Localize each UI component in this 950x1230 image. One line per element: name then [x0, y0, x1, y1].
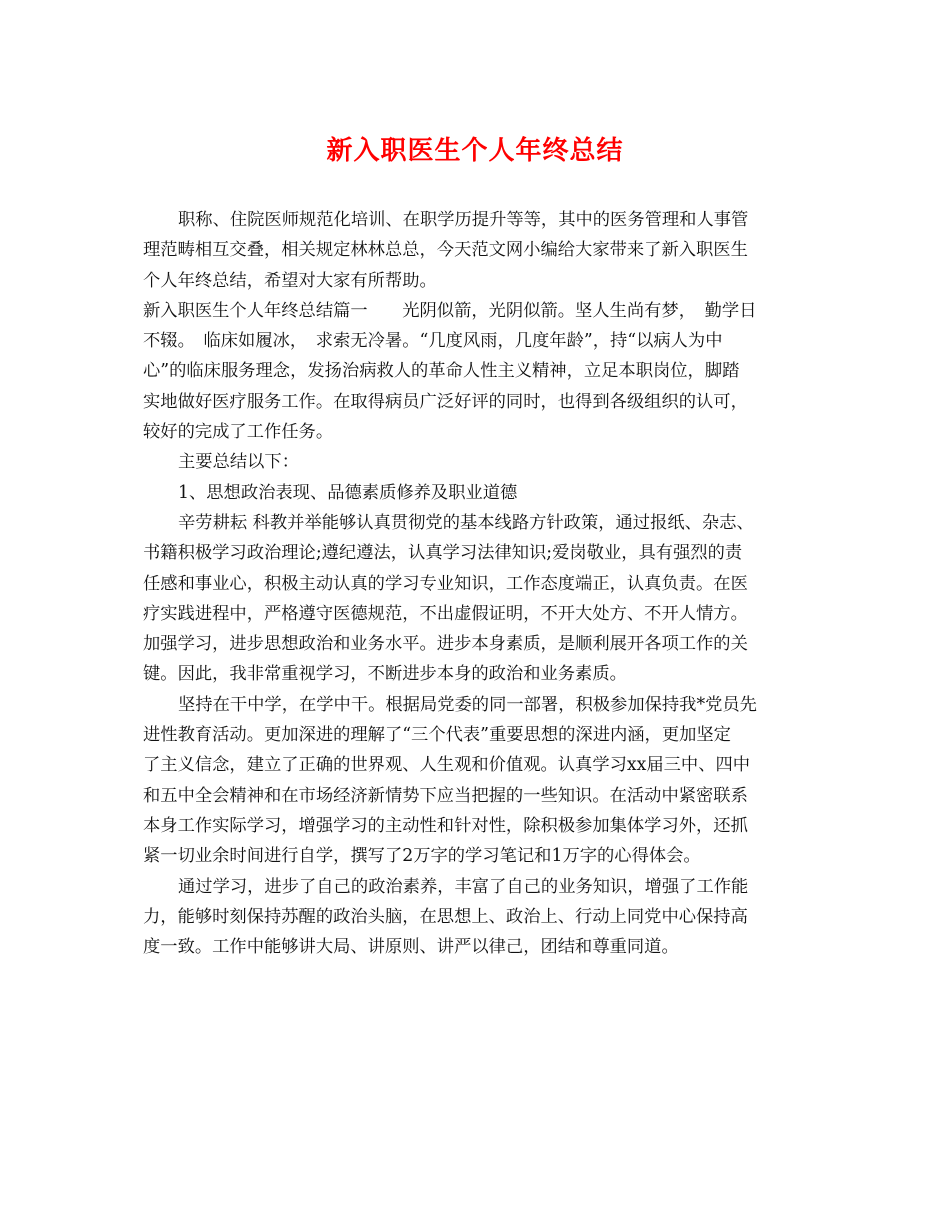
text-line: 进性教育活动。更加深进的理解了“三个代表”重要思想的深进内涵，更加坚定 — [143, 725, 731, 746]
text-line: 新入职医生个人年终总结篇一 光阴似箭，光阴似箭。坚人生尚有梦， 勤学日 — [143, 300, 757, 321]
paragraph-intro — [143, 205, 811, 296]
text-line: 力，能够时刻保持苏醒的政治头脑，在思想上、政治上、行动上同党中心保持高 — [143, 906, 748, 927]
text-line: 和五中全会精神和在市场经济新情势下应当把握的一些知识。在活动中紧密联系 — [143, 785, 748, 806]
text-line: 理范畴相互交叠，相关规定林林总总，今天范文网小编给大家带来了新入职医生 — [143, 240, 748, 261]
text-line: 主要总结以下： — [178, 452, 299, 473]
text-line: 心”的临床服务理念，发扬治病救人的革命人性主义精神，立足本职岗位，脚踏 — [143, 361, 740, 382]
text-line: 坚持在干中学，在学中干。根据局党委的同一部署，积极参加保持我*党员先 — [178, 694, 757, 715]
text-line: 度一致。工作中能够讲大局、讲原则、讲严以律己，团结和尊重同道。 — [143, 937, 679, 958]
text-line: 不辍。 临床如履冰， 求索无冷暑。“几度风雨，几度年龄”，持“以病人为中 — [143, 331, 723, 352]
text-line: 本身工作实际学习，增强学习的主动性和针对性，除积极参加集体学习外，还抓 — [143, 815, 748, 836]
section-heading-1 — [143, 478, 811, 508]
text-line: 较好的完成了工作任务。 — [143, 422, 334, 443]
paragraph-3 — [143, 872, 811, 963]
document-body — [143, 205, 811, 962]
text-line: 加强学习，进步思想政治和业务水平。进步本身素质，是顺利展开各项工作的关 — [143, 634, 748, 655]
text-line: 紧一切业余时间进行自学，撰写了2万字的学习笔记和1万字的心得体会。 — [143, 846, 701, 867]
text-line: 个人年终总结，希望对大家有所帮助。 — [143, 270, 437, 291]
text-line: 键。因此，我非常重视学习，不断进步本身的政治和业务素质。 — [143, 664, 627, 685]
paragraph-summary-intro — [143, 447, 811, 477]
text-line: 任感和事业心，积极主动认真的学习专业知识，工作态度端正，认真负责。在医 — [143, 573, 748, 594]
text-line: 辛劳耕耘 科教并举能够认真贯彻党的基本线路方针政策，通过报纸、杂志、 — [178, 512, 754, 533]
text-line: 书籍积极学习政治理论;遵纪遵法，认真学习法律知识;爱岗敬业，具有强烈的责 — [143, 543, 743, 564]
text-line: 疗实践进程中，严格遵守医德规范，不出虚假证明，不开大处方、不开人情方。 — [143, 603, 748, 624]
paragraph-part1 — [143, 296, 811, 447]
text-line: 了主义信念，建立了正确的世界观、人生观和价值观。认真学习xx届三中、四中 — [143, 755, 751, 776]
document-title: 新入职医生个人年终总结 — [326, 136, 624, 166]
paragraph-1 — [143, 508, 811, 690]
text-line: 实地做好医疗服务工作。在取得病员广泛好评的同时，也得到各级组织的认可， — [143, 391, 748, 412]
text-line: 职称、住院医师规范化培训、在职学历提升等等，其中的医务管理和人事管 — [178, 210, 749, 230]
text-line: 1、思想政治表现、品德素质修养及职业道德 — [178, 482, 518, 503]
paragraph-2 — [143, 690, 811, 872]
text-line: 通过学习，进步了自己的政治素养，丰富了自己的业务知识，增强了工作能 — [178, 876, 749, 897]
